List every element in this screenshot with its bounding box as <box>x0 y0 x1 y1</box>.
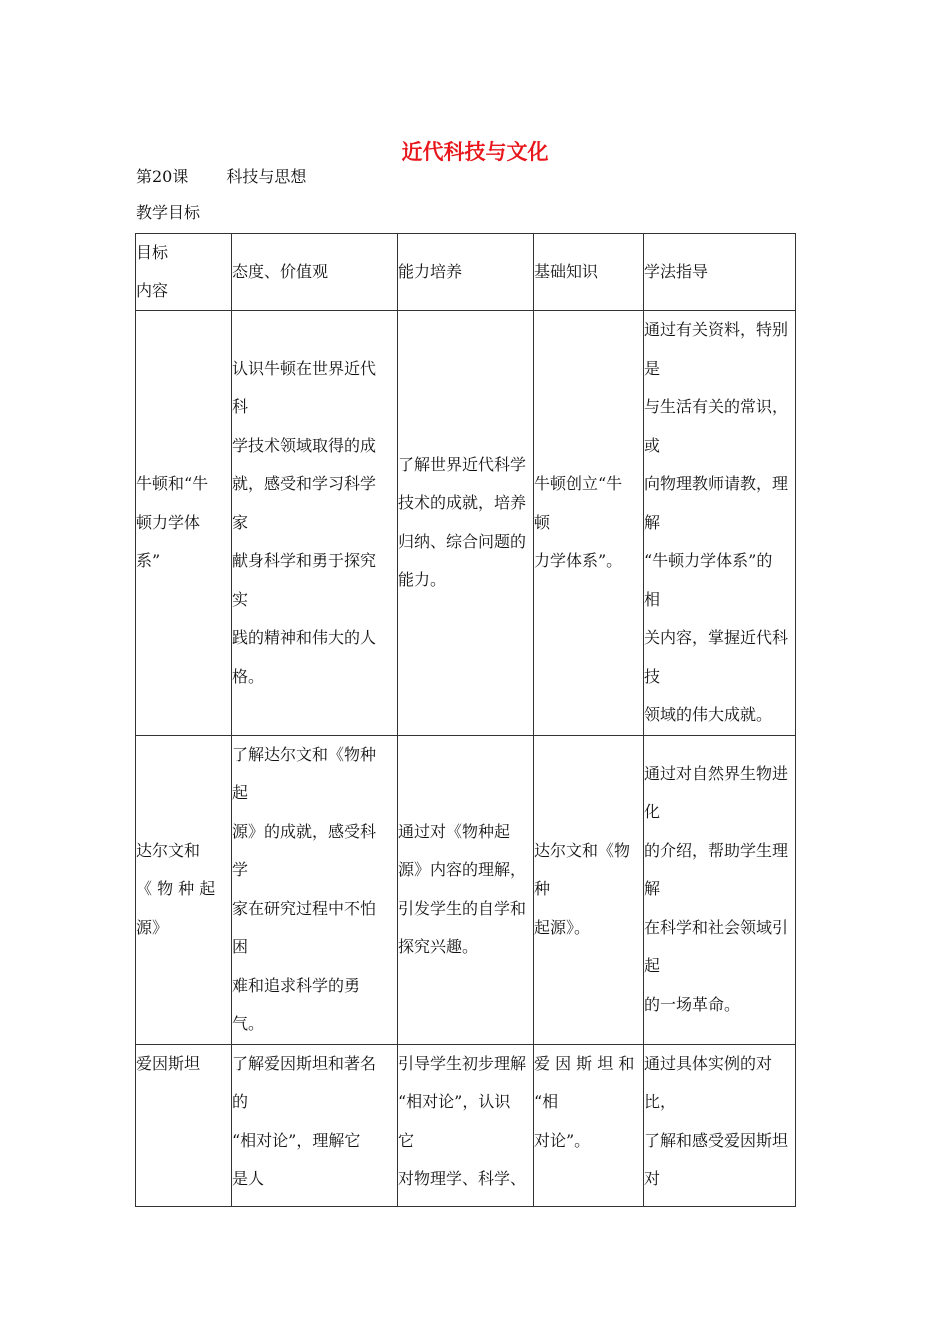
cell-line: 的一场革命。 <box>644 994 741 1014</box>
section-heading: 教学目标 <box>136 203 201 222</box>
content-cell <box>136 1044 232 1206</box>
cell-line: 引发学生的自学和 <box>398 898 527 918</box>
table-row <box>136 735 796 1044</box>
cell-line: 家在研究过程中不怕 <box>232 898 377 918</box>
cell-line: 源》 <box>136 917 169 937</box>
cell-line: 就，感受和学习科学 <box>232 474 377 493</box>
cell-line: 领域的伟大成就。 <box>644 705 773 724</box>
knowledge-cell <box>534 311 644 736</box>
cell-line: 爱 因 斯 坦 和 <box>534 1053 635 1073</box>
cell-line: 系” <box>136 551 161 570</box>
cell-line: 解 <box>644 512 661 532</box>
attitude-cell <box>232 735 398 1044</box>
cell-line: 它 <box>398 1130 415 1150</box>
cell-line: 起 <box>232 783 249 802</box>
table-row <box>136 1044 796 1206</box>
header-knowledge: 基础知识 <box>534 234 644 311</box>
cell-line: 在科学和社会领域引 <box>644 917 789 937</box>
knowledge-cell <box>534 735 644 1044</box>
attitude-cell <box>232 311 398 736</box>
content-cell <box>136 735 232 1044</box>
cell-line: 困 <box>232 937 249 956</box>
cell-line: 技术的成就，培养 <box>398 493 527 513</box>
cell-line: 了解达尔文和《物种 <box>232 744 377 764</box>
header-corner-line: 内容 <box>136 281 169 300</box>
cell-line: “相对论”，认识 <box>398 1092 511 1111</box>
cell-line: 归纳、综合问题的 <box>398 531 527 551</box>
cell-line: 牛顿创立“牛 <box>534 474 623 493</box>
cell-line: 实 <box>232 589 249 609</box>
cell-line: 对 <box>644 1169 661 1188</box>
cell-line: 家 <box>232 512 249 532</box>
cell-line: 对论”。 <box>534 1130 591 1150</box>
table-row <box>136 311 796 736</box>
cell-line: 认识牛顿在世界近代 <box>232 358 377 378</box>
header-corner-cell <box>136 234 232 311</box>
cell-line: 顿力学体 <box>136 512 201 532</box>
cell-line: 献身科学和勇于探究 <box>232 551 377 570</box>
cell-line: 关内容，掌握近代科 <box>644 628 789 647</box>
cell-line: 通过有关资料，特别 <box>644 320 789 339</box>
method-cell <box>644 735 796 1044</box>
header-method: 学法指导 <box>644 234 796 311</box>
lesson-number: 第20课 <box>136 167 189 186</box>
cell-line: 格。 <box>232 666 265 686</box>
cell-line: 探究兴趣。 <box>398 937 479 956</box>
cell-line: 《 物 种 起 <box>136 879 216 899</box>
cell-line: 是人 <box>232 1169 265 1188</box>
cell-line: 学 <box>232 860 249 879</box>
cell-line: “牛顿力学体系”的 <box>644 551 773 570</box>
cell-line: “相 <box>534 1092 559 1111</box>
cell-line: 引导学生初步理解 <box>398 1053 527 1073</box>
knowledge-cell <box>534 1044 644 1206</box>
cell-line: 化 <box>644 802 661 822</box>
ability-cell <box>398 311 534 736</box>
cell-line: 通过对《物种起 <box>398 821 511 841</box>
cell-line: 难和追求科学的勇 <box>232 975 361 995</box>
lesson-heading <box>136 164 306 187</box>
cell-line: 了解世界近代科学 <box>398 454 527 474</box>
cell-line: “相对论”，理解它 <box>232 1130 361 1150</box>
header-ability: 能力培养 <box>398 234 534 311</box>
cell-line: 的 <box>232 1092 249 1111</box>
lesson-topic: 科技与思想 <box>226 167 307 186</box>
cell-line: 科 <box>232 397 249 416</box>
method-cell <box>644 1044 796 1206</box>
method-cell <box>644 311 796 736</box>
cell-line: 起源》。 <box>534 917 591 937</box>
cell-line: 达尔文和 <box>136 840 201 860</box>
cell-line: 种 <box>534 879 551 899</box>
attitude-cell <box>232 1044 398 1206</box>
cell-line: 或 <box>644 435 661 455</box>
cell-line: 比， <box>644 1092 677 1111</box>
ability-cell <box>398 735 534 1044</box>
cell-line: 解 <box>644 879 661 899</box>
cell-line: 了解爱因斯坦和著名 <box>232 1053 377 1073</box>
header-corner-line: 目标 <box>136 243 169 262</box>
cell-line: 气。 <box>232 1014 265 1033</box>
cell-line: 的介绍，帮助学生理 <box>644 840 789 860</box>
cell-line: 源》的成就，感受科 <box>232 821 377 841</box>
cell-line: 顿 <box>534 512 551 532</box>
cell-line: 相 <box>644 589 661 609</box>
cell-line: 源》内容的理解， <box>398 860 527 879</box>
cell-line: 通过具体实例的对 <box>644 1053 773 1073</box>
cell-line: 力学体系”。 <box>534 551 623 570</box>
cell-line: 能力。 <box>398 570 447 590</box>
cell-line: 对物理学、科学、 <box>398 1169 527 1188</box>
cell-line: 了解和感受爱因斯坦 <box>644 1130 789 1150</box>
cell-line: 达尔文和《物 <box>534 840 631 860</box>
header-attitude: 态度、价值观 <box>232 234 398 311</box>
cell-line: 学技术领域取得的成 <box>232 435 377 455</box>
cell-line: 牛顿和“牛 <box>136 474 209 493</box>
objectives-table <box>135 233 796 1207</box>
cell-line: 爱因斯坦 <box>136 1053 201 1073</box>
cell-line: 向物理教师请教，理 <box>644 474 789 493</box>
page-title: 近代科技与文化 <box>401 140 549 164</box>
cell-line: 技 <box>644 666 661 686</box>
table-header-row <box>136 234 796 311</box>
cell-line: 与生活有关的常识， <box>644 397 789 416</box>
cell-line: 起 <box>644 956 661 976</box>
ability-cell <box>398 1044 534 1206</box>
content-cell <box>136 311 232 736</box>
cell-line: 是 <box>644 358 661 378</box>
cell-line: 通过对自然界生物进 <box>644 763 789 783</box>
cell-line: 践的精神和伟大的人 <box>232 628 377 647</box>
